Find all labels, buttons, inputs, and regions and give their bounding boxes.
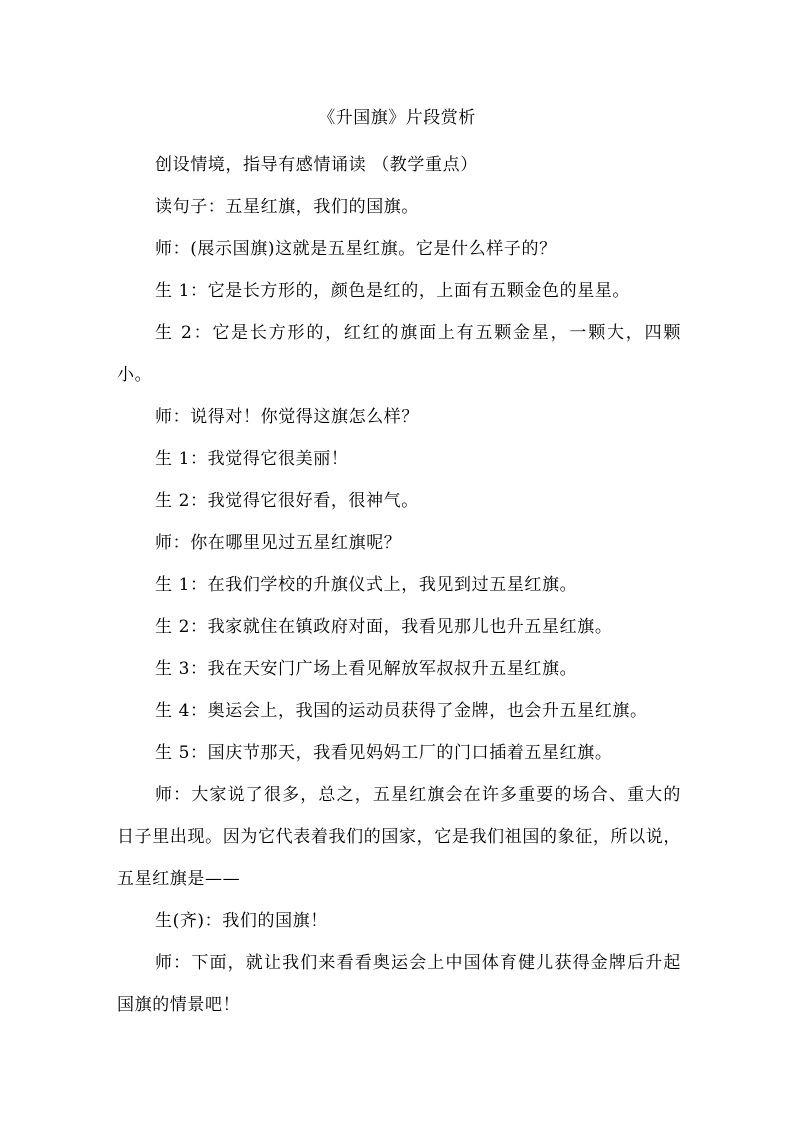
paragraph: 生 1：我觉得它很美丽！ <box>155 449 349 469</box>
paragraph: 师：说得对！你觉得这旗怎么样？ <box>155 407 419 427</box>
paragraph: 生 2：我家就住在镇政府对面，我看见那儿也升五星红旗。 <box>155 617 613 637</box>
paragraph: 生 3：我在天安门广场上看见解放军叔叔升五星红旗。 <box>155 659 578 679</box>
paragraph: 师：大家说了很多，总之，五星红旗会在许多重要的场合、重大的日子里出现。因为它代表着我们的国家，它是我们祖国的象征，所以说，五星红旗是—— <box>117 785 681 889</box>
paragraph: 生 4：奥运会上，我国的运动员获得了金牌，也会升五星红旗。 <box>155 701 648 721</box>
document-title: 《升国旗》片段赏析 <box>318 108 476 128</box>
paragraph: 创设情境，指导有感情诵读 （教学重点） <box>155 155 478 175</box>
paragraph: 生 2：它是长方形的，红红的旗面上有五颗金星，一颗大，四颗小。 <box>117 323 681 385</box>
paragraph: 读句子：五星红旗，我们的国旗。 <box>155 197 419 217</box>
paragraph: 生 5：国庆节那天，我看见妈妈工厂的门口插着五星红旗。 <box>155 743 613 763</box>
document-body <box>117 144 681 1026</box>
paragraph: 师：(展示国旗)这就是五星红旗。它是什么样子的？ <box>155 239 557 259</box>
paragraph: 师：你在哪里见过五星红旗呢？ <box>155 533 402 553</box>
paragraph: 生(齐)：我们的国旗！ <box>155 911 328 931</box>
paragraph: 生 1：它是长方形的，颜色是红的，上面有五颗金色的星星。 <box>155 281 631 301</box>
paragraph: 生 1：在我们学校的升旗仪式上，我见到过五星红旗。 <box>155 575 578 595</box>
paragraph: 师：下面，就让我们来看看奥运会上中国体育健儿获得金牌后升起国旗的情景吧！ <box>117 953 681 1015</box>
paragraph: 生 2：我觉得它很好看，很神气。 <box>155 491 419 511</box>
